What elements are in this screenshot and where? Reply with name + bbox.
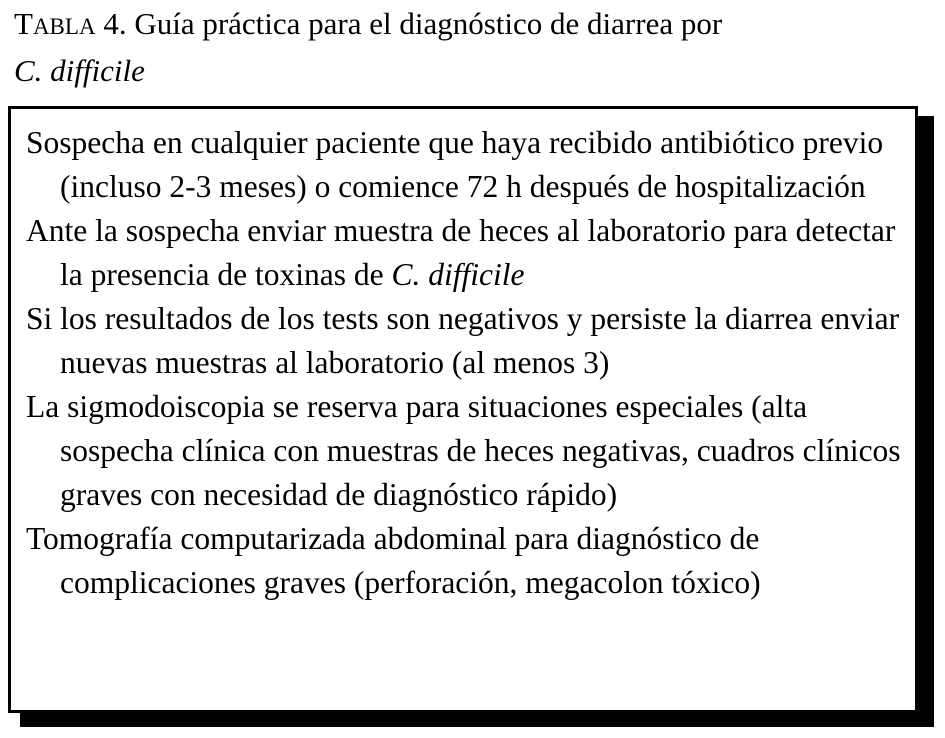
guide-list — [26, 121, 916, 605]
table-caption — [14, 2, 934, 93]
caption-text: Guía práctica para el diagnóstico de diarrea por — [134, 6, 723, 41]
caption-organism: C. difficile — [14, 53, 145, 88]
caption-label: TABLA — [14, 6, 96, 41]
list-item: La sigmodoiscopia se reserva para situaciones especiales (alta sospecha clínica con muestras de heces negativas, cuadros clínicos graves con necesidad de diagnóstico rápido) — [26, 389, 901, 512]
list-item: Tomografía computarizada abdominal para diagnóstico de complicaciones graves (perforación, megacolon tóxico) — [26, 521, 761, 600]
list-item: Ante la sospecha enviar muestra de heces al laboratorio para detectar la presencia de toxinas de C. difficile — [26, 213, 896, 292]
organism-name: C. difficile — [391, 257, 525, 292]
list-item: Sospecha en cualquier paciente que haya recibido antibiótico previo (incluso 2-3 meses) o comience 72 h después de hospitalización — [26, 125, 884, 204]
caption-number: 4. — [103, 6, 127, 41]
list-item: Si los resultados de los tests son negativos y persiste la diarrea enviar nuevas muestras al laboratorio (al menos 3) — [26, 301, 900, 380]
